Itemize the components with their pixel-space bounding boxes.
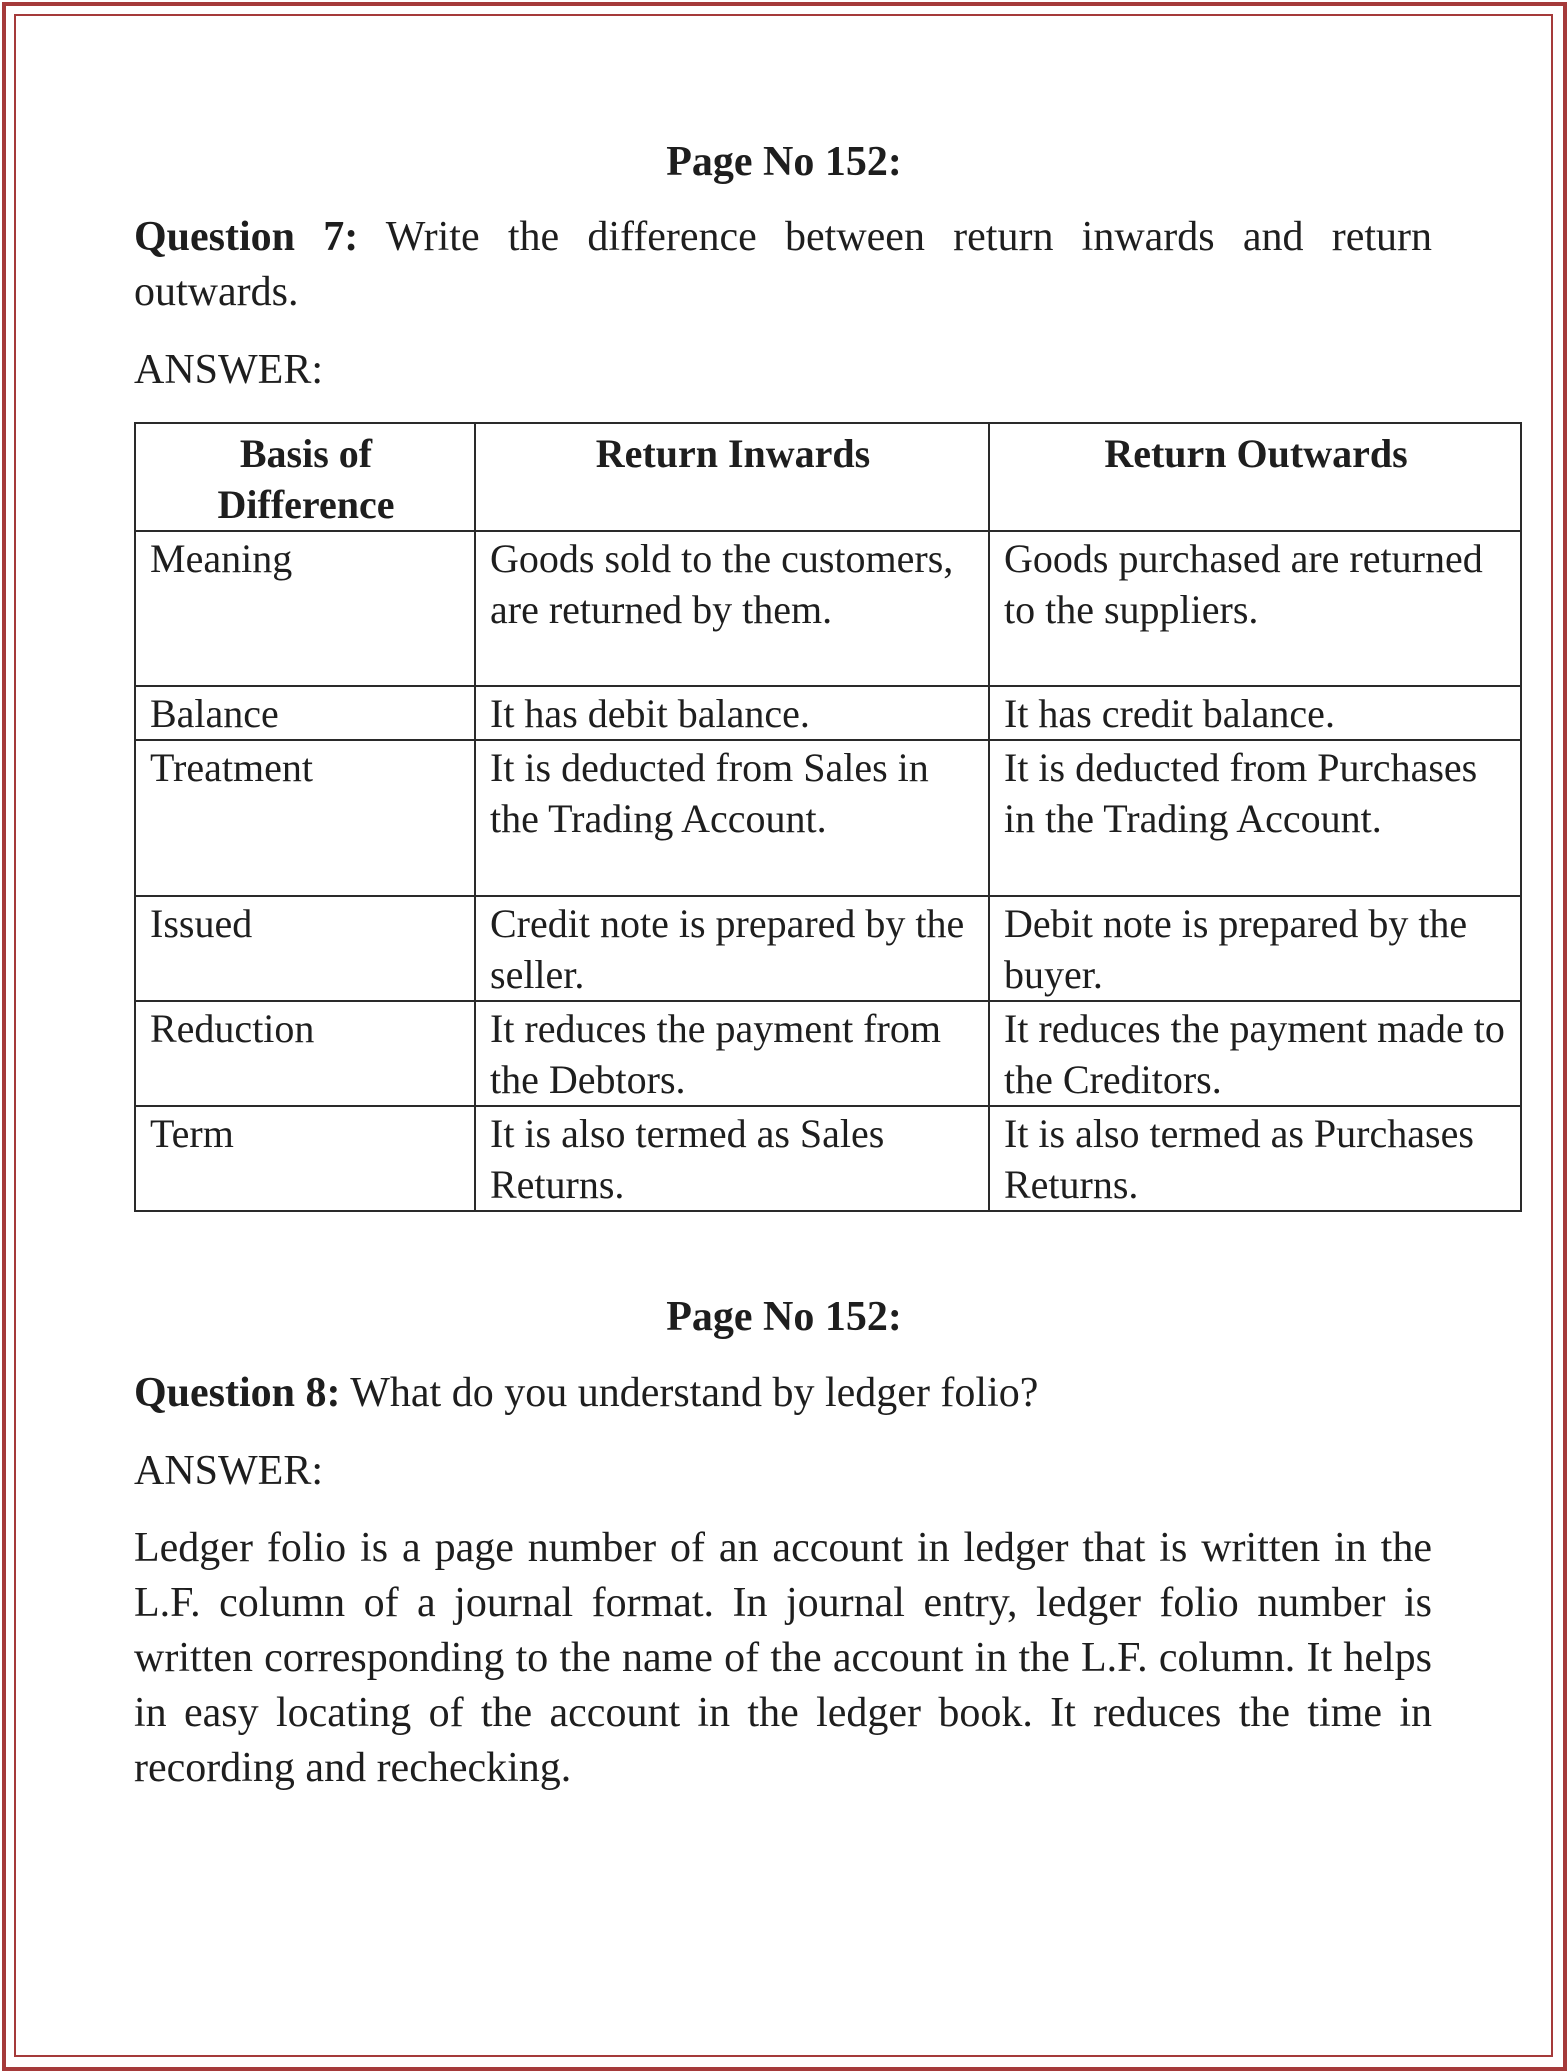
row-basis: Treatment [135,740,475,896]
row-return-inwards: Goods sold to the customers, are returned by them. [475,531,989,686]
q7-question [134,210,1432,320]
q8-question [134,1366,1432,1421]
row-return-inwards: It has debit balance. [475,686,989,740]
table-row [135,1001,1521,1106]
row-return-inwards: Credit note is prepared by the seller. [475,896,989,1001]
row-return-outwards: Goods purchased are returned to the suppliers. [989,531,1521,686]
difference-table [134,422,1522,1212]
row-return-outwards: Debit note is prepared by the buyer. [989,896,1521,1001]
row-basis: Balance [135,686,475,740]
q8-answer-text: Ledger folio is a page number of an account in ledger that is written in the L.F. column of a journal format. In journal entry, ledger folio number is written corresponding to the name of the account in the L.F. column. It helps in easy locating of the account in the ledger book. It reduces the time in recording and rechecking. [134,1525,1432,1791]
row-return-outwards: It is also termed as Purchases Returns. [989,1106,1521,1211]
q8-question-label: Question 8: [134,1370,341,1416]
row-return-inwards: It is also termed as Sales Returns. [475,1106,989,1211]
header-return-outwards: Return Outwards [989,423,1521,531]
q8-question-text: What do you understand by ledger folio? [340,1370,1039,1416]
row-return-inwards: It is deducted from Sales in the Trading Account. [475,740,989,896]
q7-page-heading: Page No 152: [666,139,902,185]
row-basis: Term [135,1106,475,1211]
table-row [135,740,1521,896]
header-return-inwards: Return Inwards [475,423,989,531]
row-return-outwards: It is deducted from Purchases in the Trading Account. [989,740,1521,896]
q7-answer-label: ANSWER: [134,347,323,393]
row-return-outwards: It reduces the payment made to the Creditors. [989,1001,1521,1106]
header-basis: Basis of Difference [135,423,475,531]
row-return-inwards: It reduces the payment from the Debtors. [475,1001,989,1106]
row-basis: Meaning [135,531,475,686]
table-row [135,1106,1521,1211]
q7-question-text: Write the difference between return inwards and return outwards. [134,214,1432,315]
table-row [135,896,1521,1001]
q8-page-heading: Page No 152: [666,1294,902,1340]
row-basis: Issued [135,896,475,1001]
row-basis: Reduction [135,1001,475,1106]
table-row [135,686,1521,740]
q7-question-label: Question 7: [134,214,359,260]
q8-answer-label: ANSWER: [134,1448,323,1494]
row-return-outwards: It has credit balance. [989,686,1521,740]
table-header-row [135,423,1521,531]
table-row [135,531,1521,686]
